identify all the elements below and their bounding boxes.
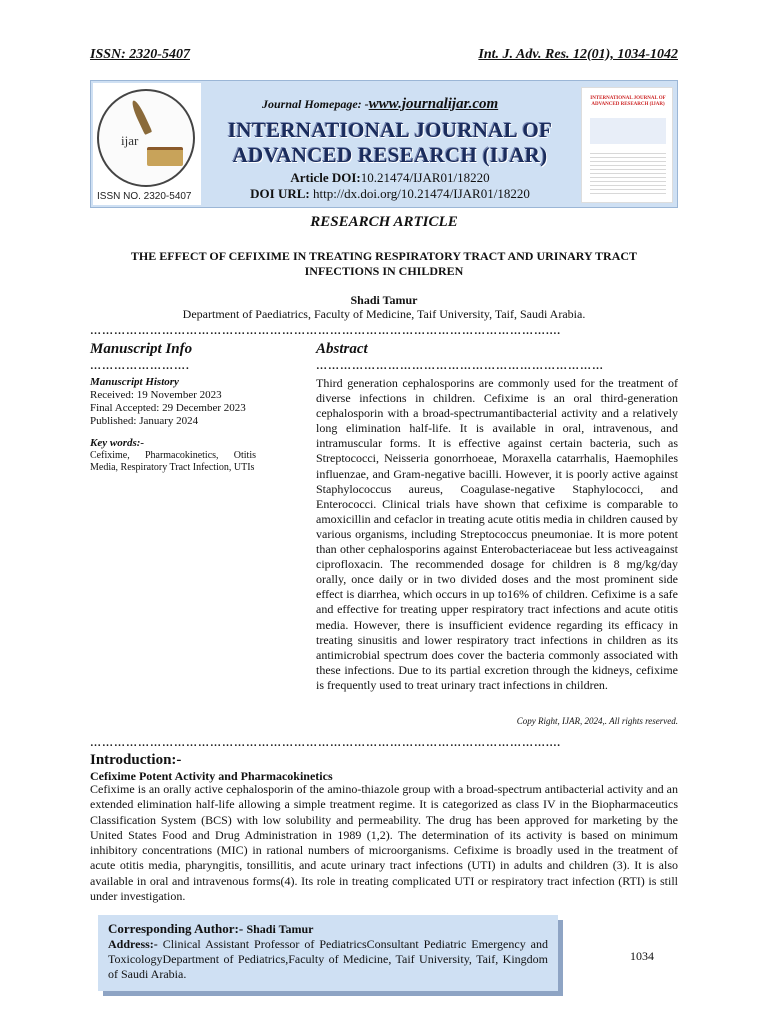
page-number: 1034 [630, 949, 654, 963]
keywords: Cefixime, Pharmacokinetics, Otitis Media, Respiratory Tract Infection, UTIs [90, 450, 256, 473]
introduction-heading: Introduction:- [90, 752, 182, 768]
journal-logo [93, 83, 201, 205]
separator-bottom: …………………………………………………………………………………………………….... [90, 737, 561, 749]
journal-homepage: Journal Homepage: -www.journalijar.com [262, 96, 499, 112]
journal-title: INTERNATIONAL JOURNAL OF ADVANCED RESEARCH (IJAR) [227, 118, 553, 167]
article-type: RESEARCH ARTICLE [310, 214, 458, 230]
feather-icon [130, 99, 152, 135]
issn-header: ISSN: 2320-5407 [90, 47, 190, 62]
manuscript-dots: ……………………. [90, 360, 190, 372]
article-title: THE EFFECT OF CEFIXIME IN TREATING RESPIRATORY TRACT AND URINARY TRACT INFECTIONS IN CHILDREN [130, 249, 638, 278]
cover-title: INTERNATIONAL JOURNAL OF ADVANCED RESEARCH (IJAR) [590, 96, 666, 107]
copyright: Copy Right, IJAR, 2024,. All rights reserved. [516, 716, 678, 726]
logo-issn: ISSN NO. 2320-5407 [97, 191, 192, 202]
homepage-link[interactable]: www.journalijar.com [368, 96, 499, 112]
corresponding-author-box: Corresponding Author:- Shadi Tamur Address:- Clinical Assistant Professor of PediatricsConsultant Pediatric Emergency and ToxicologyDepartment of Pediatrics,Faculty of Medicine, Taif University, Taif, Kingdom of Saudi Arabia. [98, 915, 558, 991]
abstract-dots: ……………………………………………………………… [316, 360, 604, 372]
book-icon [147, 147, 183, 166]
doi-link[interactable]: http://dx.doi.org/10.21474/IJAR01/18220 [313, 186, 530, 201]
journal-cover-thumbnail [581, 87, 673, 203]
manuscript-history: Manuscript History Received: 19 November 2023 Final Accepted: 29 December 2023 Published: January 2024 Key words:- Cefixime, Pharmacokinetics, Otitis Media, Respiratory Tract Infection, UTIs [90, 376, 256, 473]
author-affiliation: Department of Paediatrics, Faculty of Medicine, Taif University, Taif, Saudi Arabia. [182, 307, 586, 321]
introduction-text: Cefixime is an orally active cephalosporin of the amino-thiazole group with a broad-spectrum antibacterial activity and an extended elimination half-life allowing a simple treatment regime. It is categorized as class IV in the Biopharmaceutics Classification System (BCS) with low solubility and permeability. The drug has been approved for marketing by the United States Food and Drug Administration in 1989 (1,2). The determination of its activity is based on minimum inhibitory concentrations (MIC) in rational numbers of microorganisms. Cefixime is broadly used in the treatment of acute otitis media, pharyngitis, tonsillitis, and acute urinary tract infections (UTI) in adults and children (3). It is also available in oral and intravenous forms(4). Its role in treating complicated UTI or respiratory tract infection (RTI) is still under investigation. [90, 782, 678, 904]
logo-text: ijar [121, 133, 139, 148]
abstract-heading: Abstract [316, 341, 368, 357]
manuscript-info-heading: Manuscript Info [90, 341, 193, 357]
author-name: Shadi Tamur [350, 293, 418, 307]
abstract-text: Third generation cephalosporins are commonly used for the treatment of diverse infections in children. Cefixime is an oral third-generation cephalosporin with a broad-spectrumantibacterial activity and a relatively long elimination half-life. It is available in oral, intravenous, and intramuscular forms. It is effective against certain bacteria, such as Streptococci, Neisseria gonorrhoeae, Moraxella catarrhalis, Haemophiles influenzae, and Gram-negative bacilli. However, it is poorly active against Staphylococcus aureus, Coagulase-negative Staphylococci, and Enterococci. Clinical trials have shown that cefixime is comparable to amoxicillin and cefaclor in treating acute otitis media in children caused by various organisms, including Streptococcus pneumoniae. It is more potent than other cephalosporins against Enterobacteriaceae but less activeagainst ciprofloxacin. The recommended dosage for children is 8 mg/kg/day orally, once daily or in two divided doses and the most prominent side effect is diarrhea, which occurs in up to16% of children. Cefixime is a safe and effective for treating upper respiratory tract infections and acute otitis media. However, there is insufficient evidence regarding its efficacy in treating sinusitis and lower respiratory tract infections in children as its antimicrobial spectrum does cover the bacteria commonly associated with these infections. Due to its partial excretion through the kidneys, cefixime is frequently used to treat urinary tract infections in children. [316, 376, 678, 692]
introduction-subheading: Cefixime Potent Activity and Pharmacokinetics [90, 769, 333, 783]
citation-header: Int. J. Adv. Res. 12(01), 1034-1042 [478, 47, 678, 62]
separator-top: …………………………………………………………………………………………………….... [90, 325, 561, 337]
doi-block: Article DOI:10.21474/IJAR01/18220 DOI URL: http://dx.doi.org/10.21474/IJAR01/18220 [250, 170, 530, 201]
